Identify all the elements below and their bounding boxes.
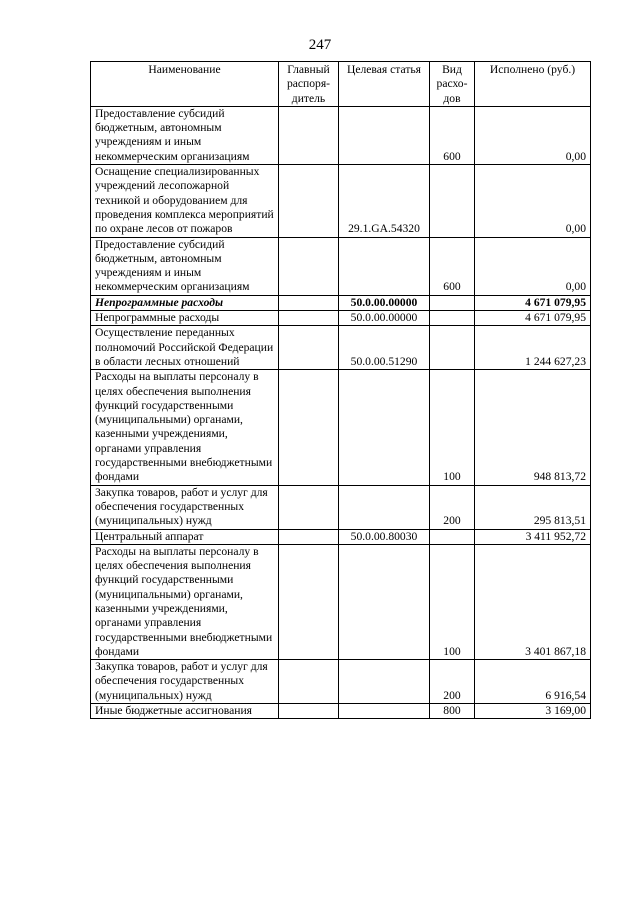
table-row [91,544,591,659]
row-target-article-cell: 50.0.00.00000 [339,295,430,310]
table-row [91,529,591,544]
row-target-article-cell [339,704,430,719]
row-expense-type-cell: 600 [430,237,475,295]
row-main-manager-cell [279,311,339,326]
header-target-article: Целевая статья [339,62,430,107]
table-row [91,237,591,295]
table-row [91,295,591,310]
row-target-article-cell: 50.0.00.80030 [339,529,430,544]
row-name-cell: Осуществление переданных полномочий Российской Федерации в области лесных отношений [91,326,279,370]
row-main-manager-cell [279,106,339,164]
row-expense-type-cell [430,295,475,310]
row-target-article-cell [339,237,430,295]
row-target-article-cell: 50.0.00.00000 [339,311,430,326]
row-name-cell: Центральный аппарат [91,529,279,544]
table-row [91,311,591,326]
table-row [91,704,591,719]
row-target-article-cell [339,106,430,164]
row-main-manager-cell [279,529,339,544]
row-executed-cell: 0,00 [475,237,591,295]
table-row [91,165,591,237]
header-executed: Исполнено (руб.) [475,62,591,107]
row-name-cell: Расходы на выплаты персоналу в целях обеспечения выполнения функций государственными (муниципальными) органами, казенными учреждениями, органами управления государственными внебюджетными фондами [91,544,279,659]
table-row [91,485,591,529]
page-number: 247 [308,37,332,53]
table-row [91,370,591,485]
row-main-manager-cell [279,485,339,529]
row-executed-cell: 3 169,00 [475,704,591,719]
table-header-row [91,62,591,107]
header-expense-type: Вид расхо-дов [430,62,475,107]
table-row [91,326,591,370]
row-executed-cell: 6 916,54 [475,660,591,704]
row-expense-type-cell: 200 [430,660,475,704]
row-expense-type-cell: 100 [430,544,475,659]
row-expense-type-cell [430,529,475,544]
row-main-manager-cell [279,370,339,485]
row-main-manager-cell [279,544,339,659]
row-main-manager-cell [279,326,339,370]
row-target-article-cell [339,544,430,659]
row-name-cell: Непрограммные расходы [91,311,279,326]
row-executed-cell: 0,00 [475,106,591,164]
row-name-cell: Предоставление субсидий бюджетным, автономным учреждениям и иным некоммерческим организациям [91,106,279,164]
row-expense-type-cell [430,165,475,237]
row-executed-cell: 948 813,72 [475,370,591,485]
row-executed-cell: 0,00 [475,165,591,237]
row-target-article-cell [339,660,430,704]
row-main-manager-cell [279,295,339,310]
row-name-cell: Предоставление субсидий бюджетным, автономным учреждениям и иным некоммерческим организациям [91,237,279,295]
header-main-manager: Главный распоря-дитель [279,62,339,107]
row-target-article-cell: 50.0.00.51290 [339,326,430,370]
table-row [91,660,591,704]
header-name: Наименование [91,62,279,107]
row-main-manager-cell [279,165,339,237]
row-name-cell: Закупка товаров, работ и услуг для обеспечения государственных (муниципальных) нужд [91,660,279,704]
row-name-cell: Расходы на выплаты персоналу в целях обеспечения выполнения функций государственными (муниципальными) органами, казенными учреждениями, органами управления государственными внебюджетными фондами [91,370,279,485]
row-expense-type-cell: 800 [430,704,475,719]
row-executed-cell: 295 813,51 [475,485,591,529]
row-expense-type-cell [430,311,475,326]
row-main-manager-cell [279,704,339,719]
row-target-article-cell: 29.1.GA.54320 [339,165,430,237]
table-row [91,106,591,164]
row-expense-type-cell [430,326,475,370]
row-executed-cell: 3 401 867,18 [475,544,591,659]
row-expense-type-cell: 100 [430,370,475,485]
row-executed-cell: 4 671 079,95 [475,311,591,326]
row-target-article-cell [339,485,430,529]
row-executed-cell: 4 671 079,95 [475,295,591,310]
row-name-cell: Закупка товаров, работ и услуг для обеспечения государственных (муниципальных) нужд [91,485,279,529]
row-name-cell: Непрограммные расходы [91,295,279,310]
row-main-manager-cell [279,237,339,295]
budget-execution-table [90,61,591,719]
row-executed-cell: 3 411 952,72 [475,529,591,544]
row-main-manager-cell [279,660,339,704]
row-expense-type-cell: 600 [430,106,475,164]
row-name-cell: Иные бюджетные ассигнования [91,704,279,719]
row-executed-cell: 1 244 627,23 [475,326,591,370]
row-name-cell: Оснащение специализированных учреждений лесопожарной техникой и оборудованием для проведения комплекса мероприятий по охране лесов от пожаров [91,165,279,237]
row-expense-type-cell: 200 [430,485,475,529]
row-target-article-cell [339,370,430,485]
